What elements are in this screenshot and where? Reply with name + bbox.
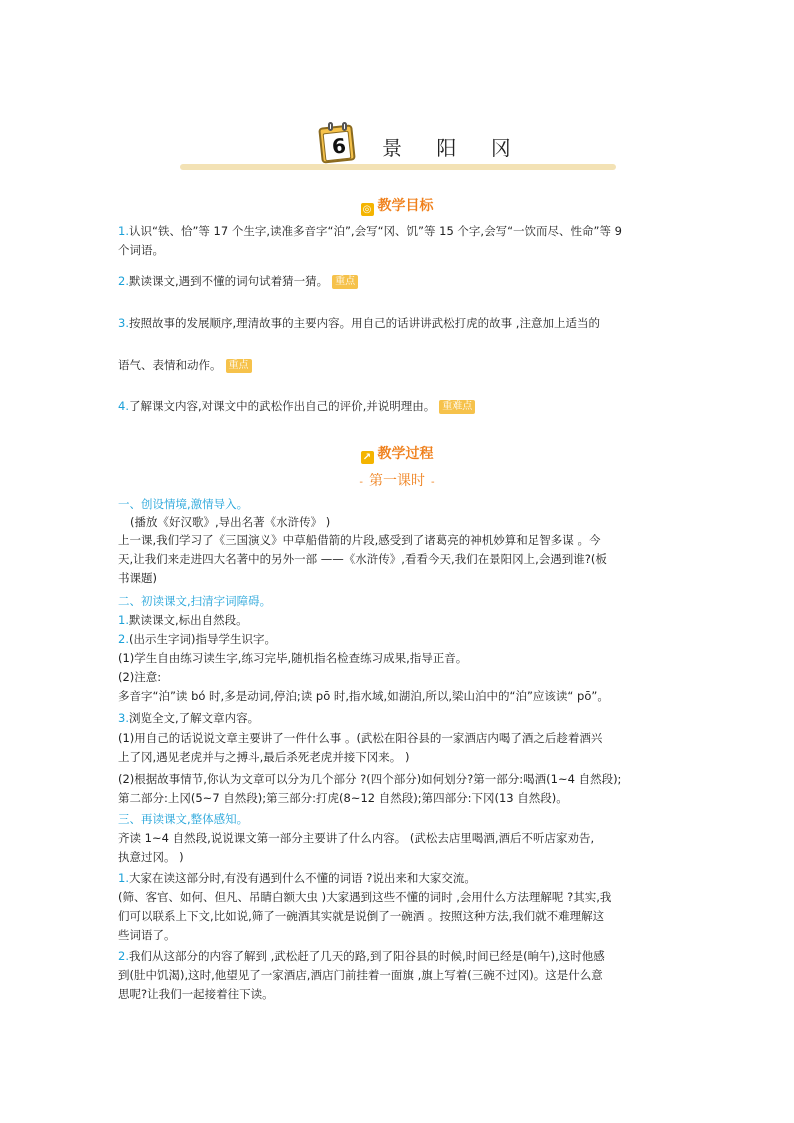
numbered-line: 3.浏览全文,了解文章内容。 (118, 711, 260, 725)
paragraph-line: 些词语了。 (118, 928, 176, 942)
goal-item-2: 2.默读课文,遇到不懂的词句试着猜一猜。 重点 (118, 272, 680, 290)
paragraph-line: 上一课,我们学习了《三国演义》中草船借箭的片段,感受到了诸葛亮的神机妙算和足智多谋 。今 (118, 533, 601, 547)
calendar-icon (318, 122, 358, 164)
step-heading: 一、创设情境,激情导入。 (118, 497, 249, 511)
step-heading: 三、再读课文,整体感知。 (118, 812, 249, 826)
key-point-badge: 重点 (332, 275, 358, 289)
paragraph-line: 天,让我们来走进四大名著中的另外一部 ——《水浒传》,看看今天,我们在景阳冈上,会遇到谁?(板 (118, 552, 607, 566)
paragraph-line: (1)学生自由练习读生字,练习完毕,随机指名检查练习成果,指导正音。 (118, 651, 468, 665)
key-point-badge: 重点 (226, 359, 252, 373)
paragraph-line: 们可以联系上下文,比如说,筛了一碗酒其实就是说倒了一碗酒 。按照这种方法,我们就不难理解这 (118, 909, 605, 923)
title-divider (180, 164, 616, 170)
goal-item-3-line-1: 3.按照故事的发展顺序,理清故事的主要内容。用自己的话讲讲武松打虎的故事 ,注意加上适当的 (118, 316, 600, 330)
step-heading: 二、初读课文,扫清字词障碍。 (118, 594, 272, 608)
process-heading: ↗ 教学过程 (0, 443, 794, 464)
paragraph-line: 上了冈,遇见老虎并与之搏斗,最后杀死老虎并接下冈来。 ) (118, 750, 410, 764)
paragraph-line: (筛、客官、如何、但凡、吊睛白额大虫 )大家遇到这些不懂的词时 ,会用什么方法理解呢 ?其实,我 (118, 890, 612, 904)
paragraph-line: 第二部分:上冈(5~7 自然段);第三部分:打虎(8~12 自然段);第四部分:下冈(13 自然段)。 (118, 791, 568, 805)
paragraph-line: (2)注意: (118, 670, 162, 684)
lesson-number: 6 (330, 133, 348, 159)
paragraph-line: 思呢?让我们一起接着往下读。 (118, 987, 274, 1001)
paragraph-line: 执意过冈。 ) (118, 850, 184, 864)
goals-heading: ◎ 教学目标 (0, 195, 794, 216)
paragraph-line: 到(肚中饥渴),这时,他望见了一家酒店,酒店门前挂着一面旗 ,旗上写着(三碗不过冈)。这是什么意 (118, 968, 603, 982)
paragraph-line: (播放《好汉歌》,导出名著《水浒传》 ) (130, 515, 331, 529)
goal-item-1-line-1: 1.认识“铁、恰”等 17 个生字,读准多音字“泊”,会写“冈、饥”等 15 个字,会写“一饮而尽、性命”等 9 (118, 224, 622, 238)
paragraph-line: 多音字“泊”读 bó 时,多是动词,停泊;读 pō 时,指水域,如湖泊,所以,梁山泊中的“泊”应该读“ pō”。 (118, 689, 609, 703)
target-icon: ◎ (361, 203, 374, 216)
numbered-line: 2.(出示生字词)指导学生识字。 (118, 632, 276, 646)
paragraph-line: (1)用自己的话说说文章主要讲了一件什么事 。(武松在阳谷县的一家酒店内喝了酒之后趁着酒兴 (118, 731, 603, 745)
numbered-line: 1.大家在读这部分时,有没有遇到什么不懂的词语 ?说出来和大家交流。 (118, 871, 476, 885)
process-icon: ↗ (361, 451, 374, 464)
difficulty-badge: 重难点 (439, 400, 475, 414)
goal-item-1-line-2: 个词语。 (118, 243, 164, 257)
lesson-title-block (180, 122, 616, 170)
goal-item-4: 4.了解课文内容,对课文中的武松作出自己的评价,并说明理由。 重难点 (118, 397, 680, 415)
goal-item-3-line-2: 语气、表情和动作。 重点 (118, 356, 680, 374)
paragraph-line: 书课题) (118, 571, 157, 585)
numbered-line: 1.默读课文,标出自然段。 (118, 613, 248, 627)
numbered-line: 2.我们从这部分的内容了解到 ,武松赶了几天的路,到了阳谷县的时候,时间已经是(晌午),这时他感 (118, 949, 605, 963)
lesson-period-label: - 第一课时 - (359, 473, 435, 489)
paragraph-line: 齐读 1~4 自然段,说说课文第一部分主要讲了什么内容。 (武松去店里喝酒,酒后不听店家劝告, (118, 831, 595, 845)
lesson-title: 景 阳 冈 (382, 136, 525, 160)
paragraph-line: (2)根据故事情节,你认为文章可以分为几个部分 ?(四个部分)如何划分?第一部分:喝酒(1~4 自然段); (118, 772, 622, 786)
